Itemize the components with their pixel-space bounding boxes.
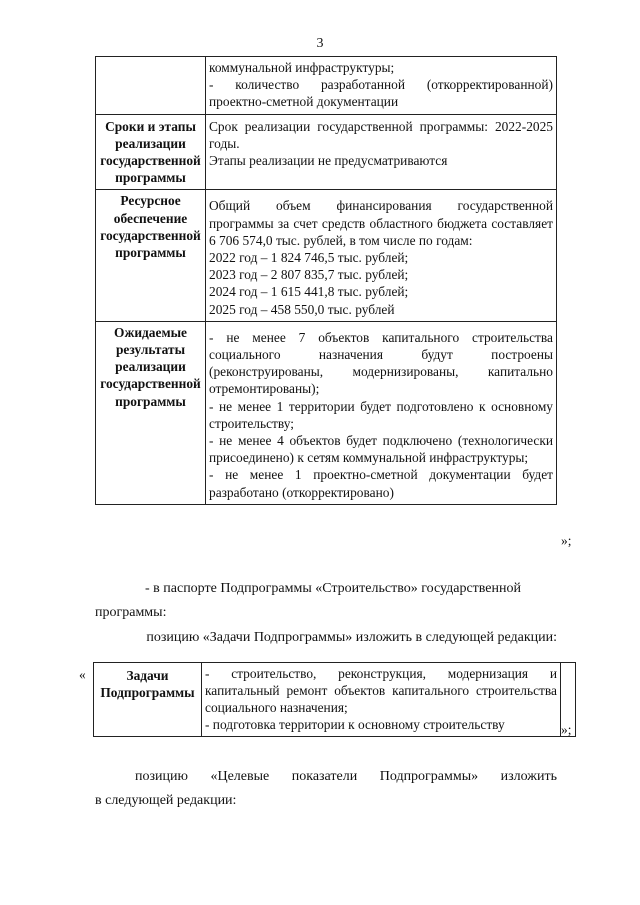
value-line: коммунальной инфраструктуры; xyxy=(209,60,395,75)
word: изложить xyxy=(500,769,557,784)
value-line: 2024 год – 1 615 441,8 тыс. рублей; xyxy=(209,284,409,300)
value-line: Этапы реализации не предусматриваются xyxy=(209,153,448,169)
tasks-table xyxy=(93,662,576,737)
value-line: 2022 год – 1 824 746,5 тыс. рублей; xyxy=(209,250,409,266)
word: «Целевые xyxy=(210,769,270,784)
value-line: - не менее 7 объектов капитального строительства социального назначения будут построены (реконструированы, модернизированы, капитально отремонтированы); xyxy=(209,329,553,397)
table-row xyxy=(94,663,576,737)
paragraph-edition: в следующей редакции: xyxy=(95,793,237,808)
row-value xyxy=(206,114,557,190)
row-label: Ресурсное обеспечение государственной программы xyxy=(96,190,206,321)
closing-quote: »; xyxy=(561,533,572,548)
row-label: Задачи Подпрограммы xyxy=(94,663,202,737)
row-value xyxy=(206,57,557,115)
row-value xyxy=(202,663,561,737)
word: показатели xyxy=(291,769,358,784)
row-label: Ожидаемые результаты реализации государственной программы xyxy=(96,321,206,504)
value-line: 2023 год – 2 807 835,7 тыс. рублей; xyxy=(209,267,409,283)
table-row xyxy=(96,114,557,190)
table-row xyxy=(96,321,557,504)
value-line: 2025 год – 458 550,0 тыс. рублей xyxy=(209,301,395,317)
word: позицию xyxy=(135,769,188,784)
table-row xyxy=(96,190,557,321)
row-value xyxy=(206,321,557,504)
opening-quote: « xyxy=(79,667,86,682)
value-line: - не менее 1 проектно-сметной документации будет разработано (откорректировано) xyxy=(209,467,553,500)
paragraph-tasks-position: позицию «Задачи Подпрограммы» изложить в следующей редакции: xyxy=(146,630,557,645)
page-number: 3 xyxy=(316,36,324,51)
value-line: - не менее 1 территории будет подготовлено к основному строительству; xyxy=(209,398,553,431)
table-row xyxy=(96,57,557,115)
paragraph-program: программы: xyxy=(95,605,167,620)
paragraph-targets-position xyxy=(135,767,557,787)
value-line: Срок реализации государственной программы: 2022-2025 годы. xyxy=(209,118,553,151)
value-line: - строительство, реконструкция, модернизация и капитальный ремонт объектов капитального строительства социального назначения; xyxy=(205,666,557,715)
word: Подпрограммы» xyxy=(379,769,479,784)
value-line: - количество разработанной (откорректированной) проектно-сметной документации xyxy=(209,77,553,110)
closing-quote: »; xyxy=(561,722,572,737)
row-label: Сроки и этапы реализации государственной программы xyxy=(96,114,206,190)
row-label xyxy=(96,57,206,115)
paragraph-subprogram-passport: - в паспорте Подпрограммы «Строительство» государственной xyxy=(145,581,521,596)
value-line: Общий объем финансирования государственной программы за счет средств областного бюджета составляет 6 706 574,0 тыс. рублей, в том числе по годам: xyxy=(209,198,553,248)
value-line: - подготовка территории к основному строительству xyxy=(205,717,505,732)
value-line: - не менее 4 объектов будет подключено (технологически присоединено) к сетям коммунальной инфраструктуры; xyxy=(209,433,553,466)
row-value xyxy=(206,190,557,321)
passport-table xyxy=(95,56,557,505)
